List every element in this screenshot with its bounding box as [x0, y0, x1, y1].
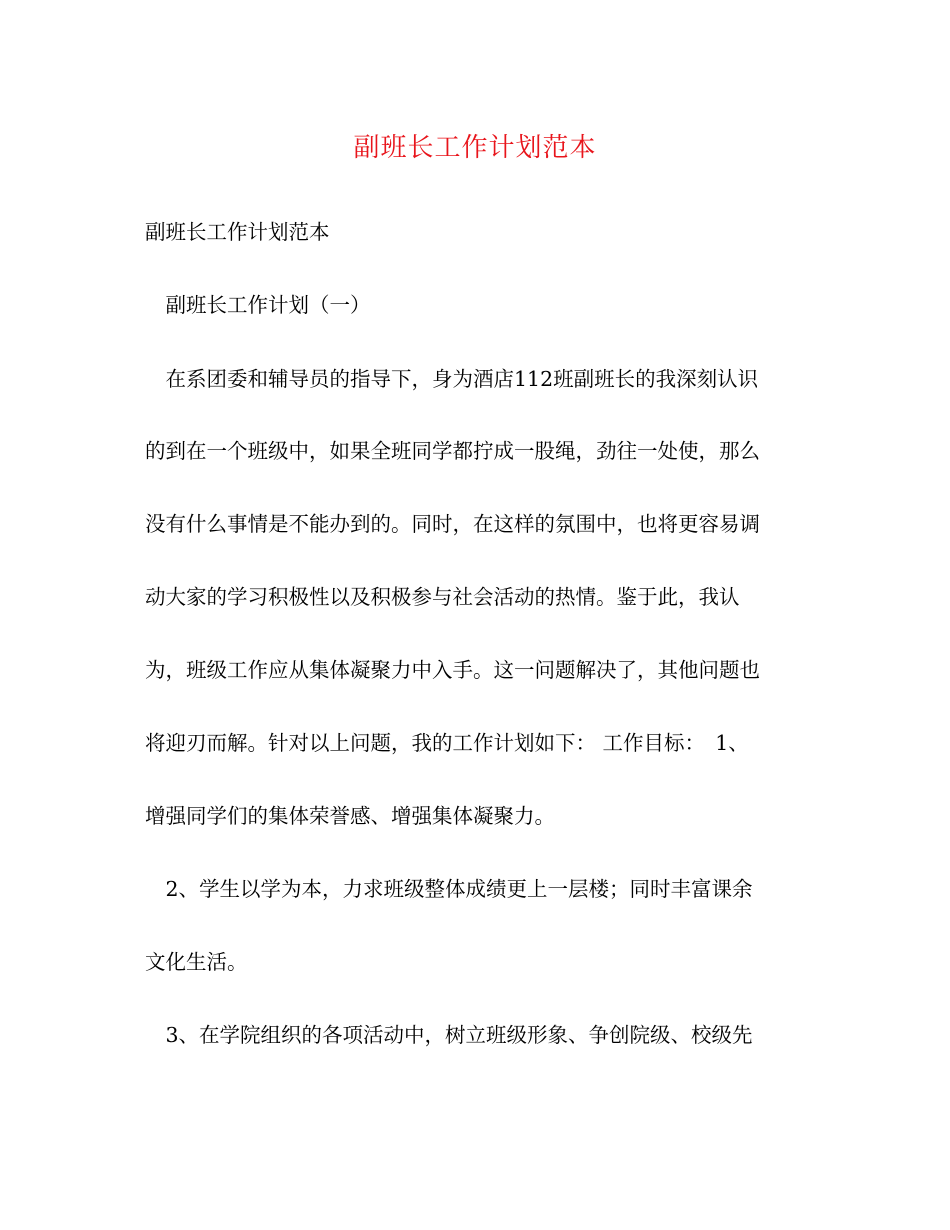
text-line: 没有什么事情是不能办到的。同时，在这样的氛围中，也将更容易调	[145, 512, 760, 536]
text-line: 动大家的学习积极性以及积极参与社会活动的热情。鉴于此，我认	[145, 585, 740, 609]
text-line: 副班长工作计划范本	[145, 220, 330, 244]
text-line: 3、在学院组织的各项活动中，树立班级形象、争创院级、校级先	[145, 1023, 753, 1047]
text-line: 为，班级工作应从集体凝聚力中入手。这一问题解决了，其他问题也	[145, 658, 760, 682]
text-line: 副班长工作计划（一）	[145, 293, 371, 317]
text-line: 的到在一个班级中，如果全班同学都拧成一股绳，劲往一处使，那么	[145, 439, 760, 463]
text-line: 2、学生以学为本，力求班级整体成绩更上一层楼；同时丰富课余	[145, 877, 753, 901]
text-line: 将迎刃而解。针对以上问题，我的工作计划如下： 工作目标： 1、	[145, 731, 749, 755]
document-title: 副班长工作计划范本	[353, 133, 597, 163]
text-line: 文化生活。	[145, 950, 248, 974]
text-line: 增强同学们的集体荣誉感、增强集体凝聚力。	[145, 804, 555, 828]
text-line: 在系团委和辅导员的指导下，身为酒店112班副班长的我深刻认识	[145, 367, 759, 391]
